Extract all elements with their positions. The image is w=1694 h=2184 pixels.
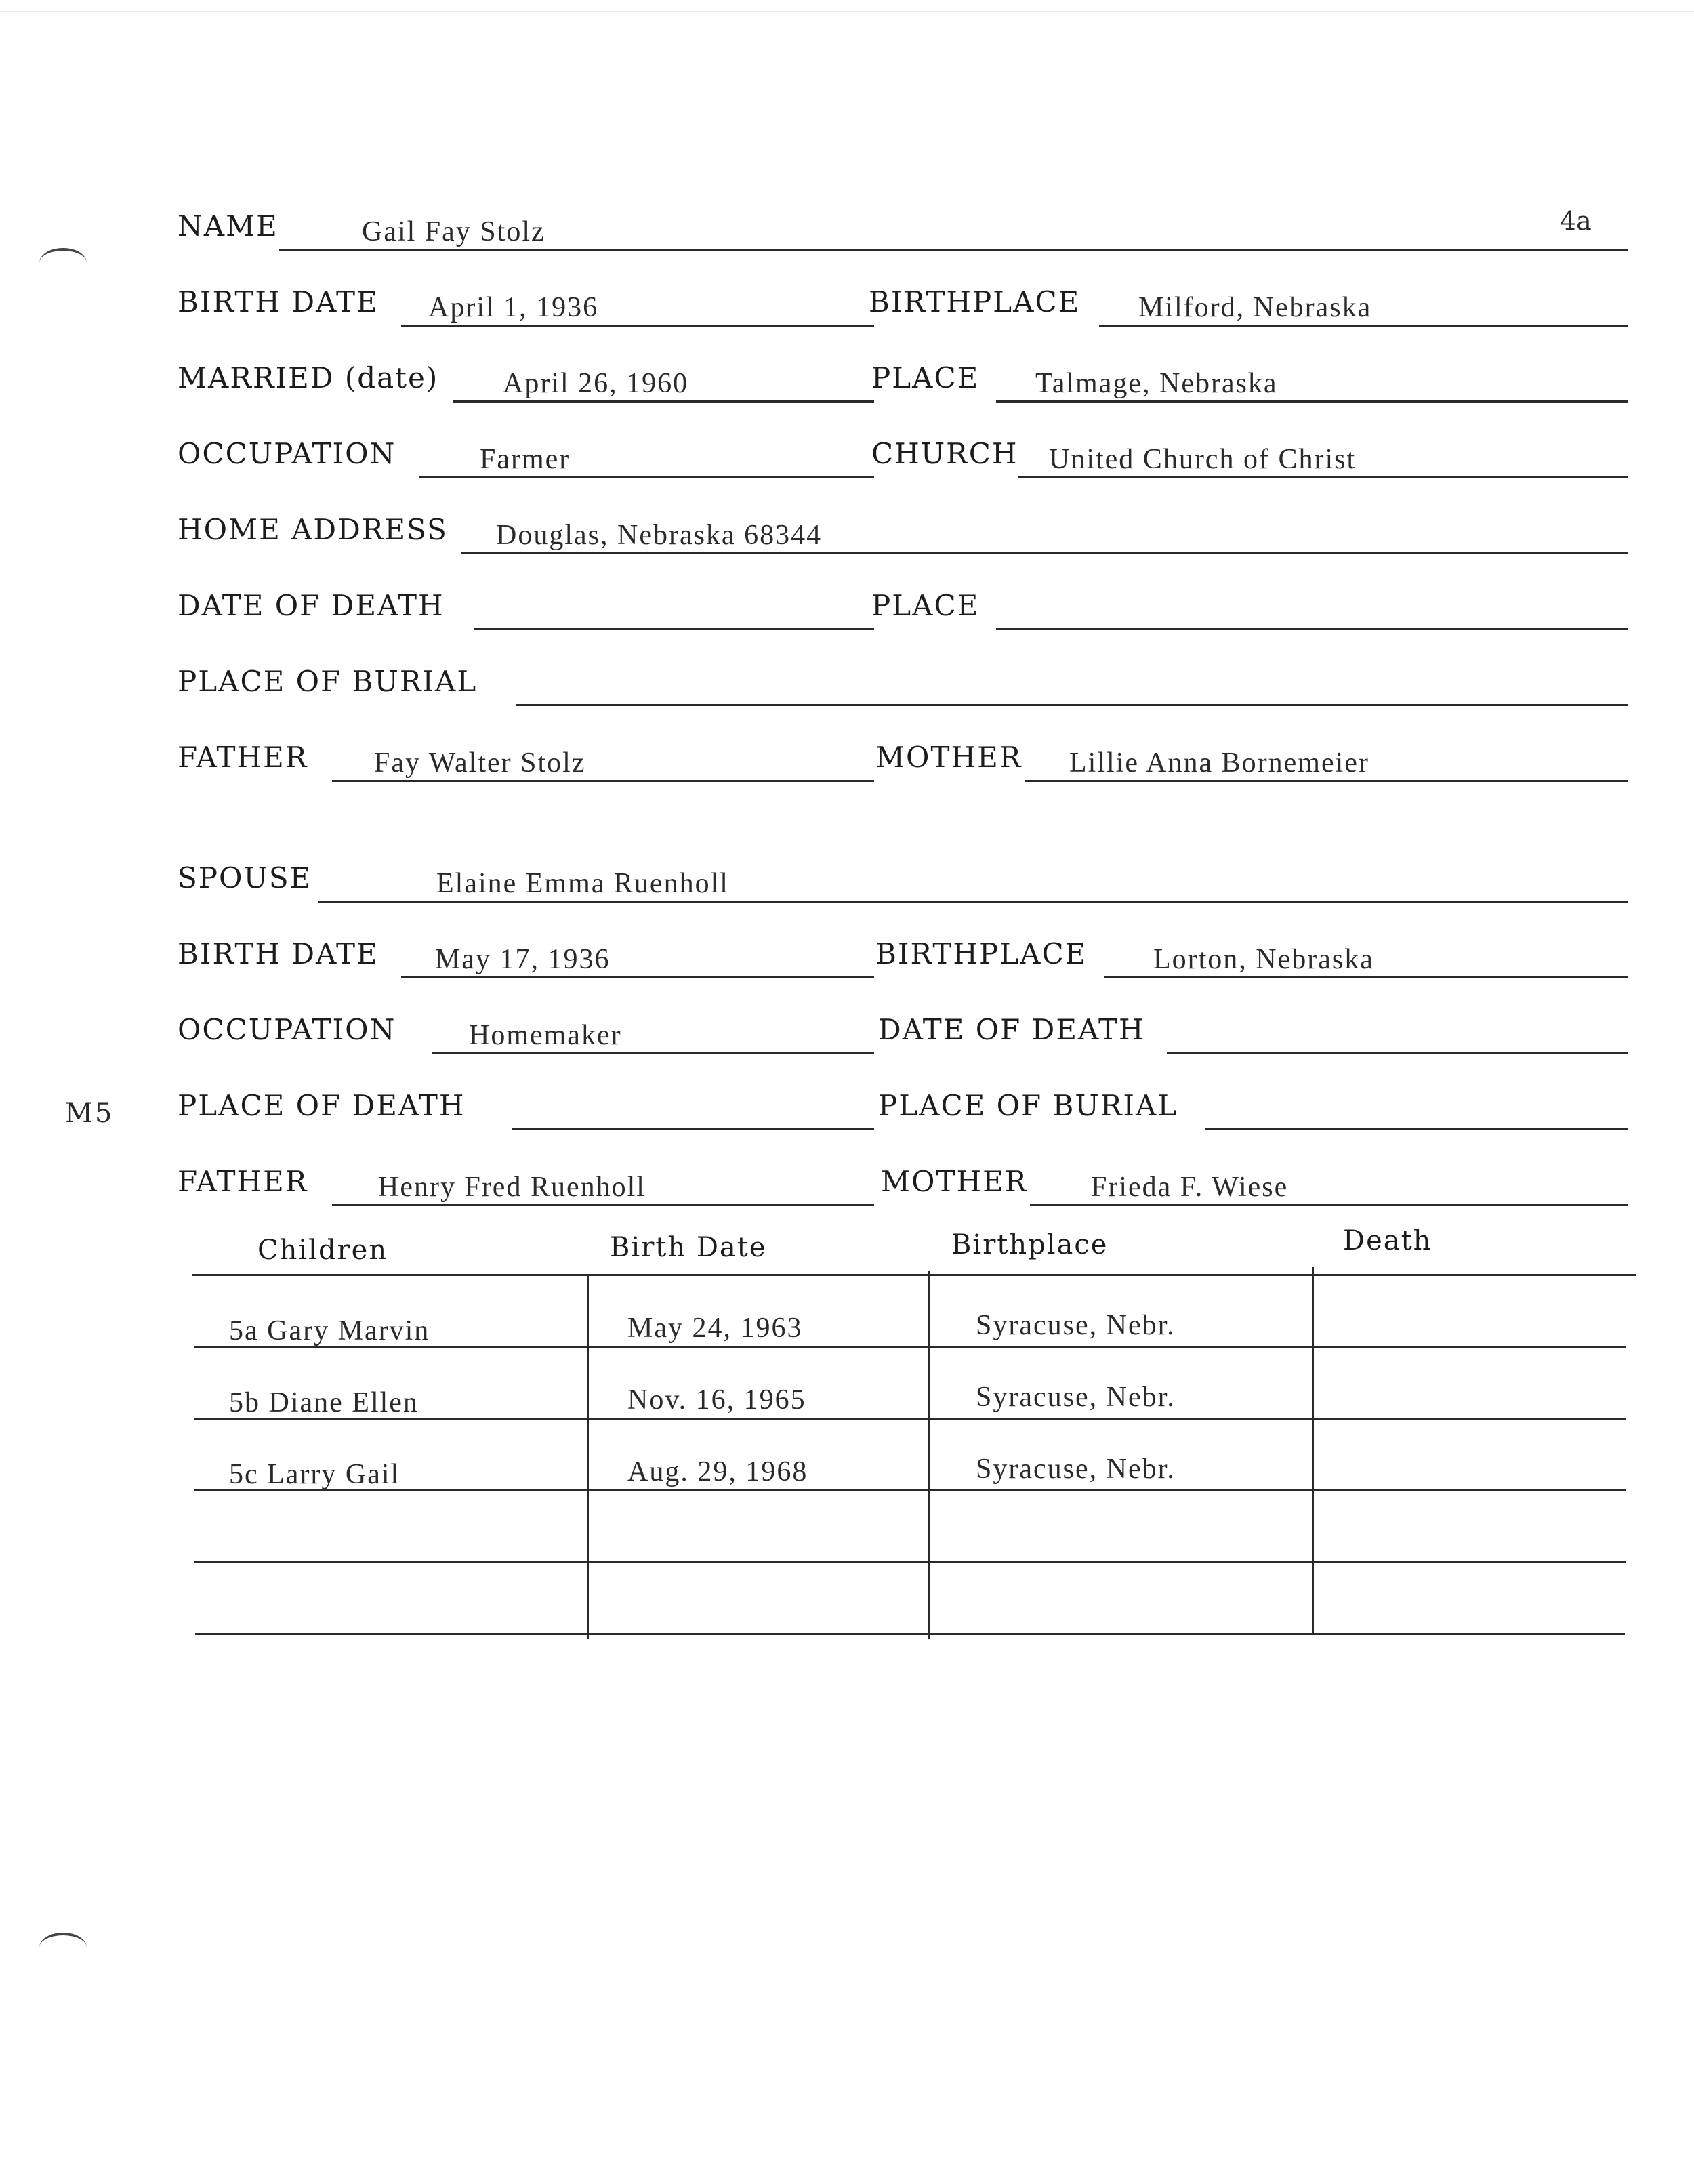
binder-hole-mark-top [39,248,87,278]
spouse-place-of-burial-label: PLACE OF BURIAL [878,1089,1178,1122]
child-name-cell: 5b Diane Ellen [229,1387,419,1418]
home-address-underline [461,552,1628,554]
header-death: Death [1343,1225,1432,1256]
married-place-value: Talmage, Nebraska [1035,368,1278,399]
spouse-occupation-underline [432,1052,874,1054]
spouse-father-value: Henry Fred Ruenholl [378,1172,646,1203]
child-name-cell: 5a Gary Marvin [229,1315,430,1346]
spouse-underline [318,901,1628,903]
occupation-underline [419,476,874,478]
spouse-occupation-value: Homemaker [469,1020,622,1051]
mother-value: Lillie Anna Bornemeier [1069,747,1369,779]
child-birth-date-cell: Aug. 29, 1968 [627,1456,808,1487]
table-row-rule [194,1489,1626,1491]
death-place-label: PLACE [871,589,980,622]
binder-hole-mark-bottom [39,1933,87,1962]
child-birth-date-cell: May 24, 1963 [627,1313,803,1344]
table-column-divider [928,1271,930,1639]
row-home-address [178,507,1628,561]
spouse-mother-value: Frieda F. Wiese [1091,1172,1289,1203]
home-address-value: Douglas, Nebraska 68344 [496,520,823,551]
child-birthplace-cell: Syracuse, Nebr. [976,1382,1176,1413]
table-row-rule [194,1561,1626,1563]
name-value: Gail Fay Stolz [362,216,545,247]
page-number: 4a [1560,206,1592,236]
header-birth-date: Birth Date [610,1232,767,1263]
place-of-burial-underline [516,704,1628,706]
spouse-place-of-death-underline [512,1128,874,1130]
name-underline [279,249,1628,251]
row-married [178,355,1628,409]
row-death [178,583,1628,637]
mother-label: MOTHER [875,741,1022,774]
scan-edge-line [0,11,1694,12]
spouse-birth-date-underline [401,976,874,978]
name-label: NAME [178,209,278,243]
birthplace-underline [1099,325,1628,327]
row-spouse-parents [178,1159,1628,1213]
birth-date-value: April 1, 1936 [428,292,599,323]
place-of-burial-label: PLACE OF BURIAL [178,665,478,698]
church-underline [1018,476,1628,478]
occupation-value: Farmer [480,444,571,475]
father-underline [332,780,874,782]
table-row-rule [195,1633,1625,1635]
spouse-birth-date-label: BIRTH DATE [178,937,379,970]
spouse-birth-date-value: May 17, 1936 [435,944,611,975]
child-birthplace-cell: Syracuse, Nebr. [976,1310,1176,1341]
spouse-father-label: FATHER [178,1165,308,1198]
row-spouse-birth [178,931,1628,985]
birthplace-value: Milford, Nebraska [1138,292,1372,323]
married-place-underline [996,400,1628,403]
spouse-birthplace-underline [1104,976,1628,978]
child-name-cell: 5c Larry Gail [229,1459,400,1490]
death-place-underline [996,628,1628,630]
married-underline [453,400,874,403]
row-spouse-death-burial [178,1083,1628,1137]
spouse-label: SPOUSE [178,861,312,894]
father-value: Fay Walter Stolz [374,747,586,779]
date-of-death-underline [474,628,874,630]
birthplace-label: BIRTHPLACE [869,285,1081,318]
spouse-date-of-death-underline [1167,1052,1628,1054]
father-label: FATHER [178,741,308,774]
row-spouse-occupation [178,1007,1628,1061]
table-column-divider [1312,1267,1314,1633]
header-children: Children [257,1235,388,1266]
row-burial [178,659,1628,713]
mother-underline [1025,780,1628,782]
birth-date-label: BIRTH DATE [178,285,379,318]
table-column-divider [587,1274,589,1639]
margin-code: M5 [65,1098,115,1129]
spouse-date-of-death-label: DATE OF DEATH [878,1013,1145,1046]
child-birthplace-cell: Syracuse, Nebr. [976,1454,1176,1485]
spouse-birthplace-value: Lorton, Nebraska [1153,944,1374,975]
birth-date-underline [401,325,874,327]
spouse-mother-label: MOTHER [881,1165,1028,1198]
row-parents [178,735,1628,789]
spouse-father-underline [332,1204,874,1206]
spouse-occupation-label: OCCUPATION [178,1013,396,1046]
header-birthplace: Birthplace [951,1229,1109,1260]
row-name [178,203,1628,257]
church-value: United Church of Christ [1049,444,1357,475]
married-label: MARRIED (date) [178,361,439,394]
spouse-place-of-death-label: PLACE OF DEATH [178,1089,466,1122]
home-address-label: HOME ADDRESS [178,513,448,546]
spouse-birthplace-label: BIRTHPLACE [875,937,1088,970]
church-label: CHURCH [871,437,1018,470]
date-of-death-label: DATE OF DEATH [178,589,445,622]
married-place-label: PLACE [871,361,980,394]
spouse-name-value: Elaine Emma Ruenholl [436,868,729,899]
spouse-place-of-burial-underline [1205,1128,1628,1130]
child-birth-date-cell: Nov. 16, 1965 [627,1384,806,1416]
table-header-rule [192,1274,1636,1276]
married-date-value: April 26, 1960 [503,368,689,399]
occupation-label: OCCUPATION [178,437,396,470]
spouse-mother-underline [1030,1204,1628,1206]
row-spouse [178,855,1628,909]
row-occupation [178,431,1628,485]
row-birth [178,279,1628,333]
